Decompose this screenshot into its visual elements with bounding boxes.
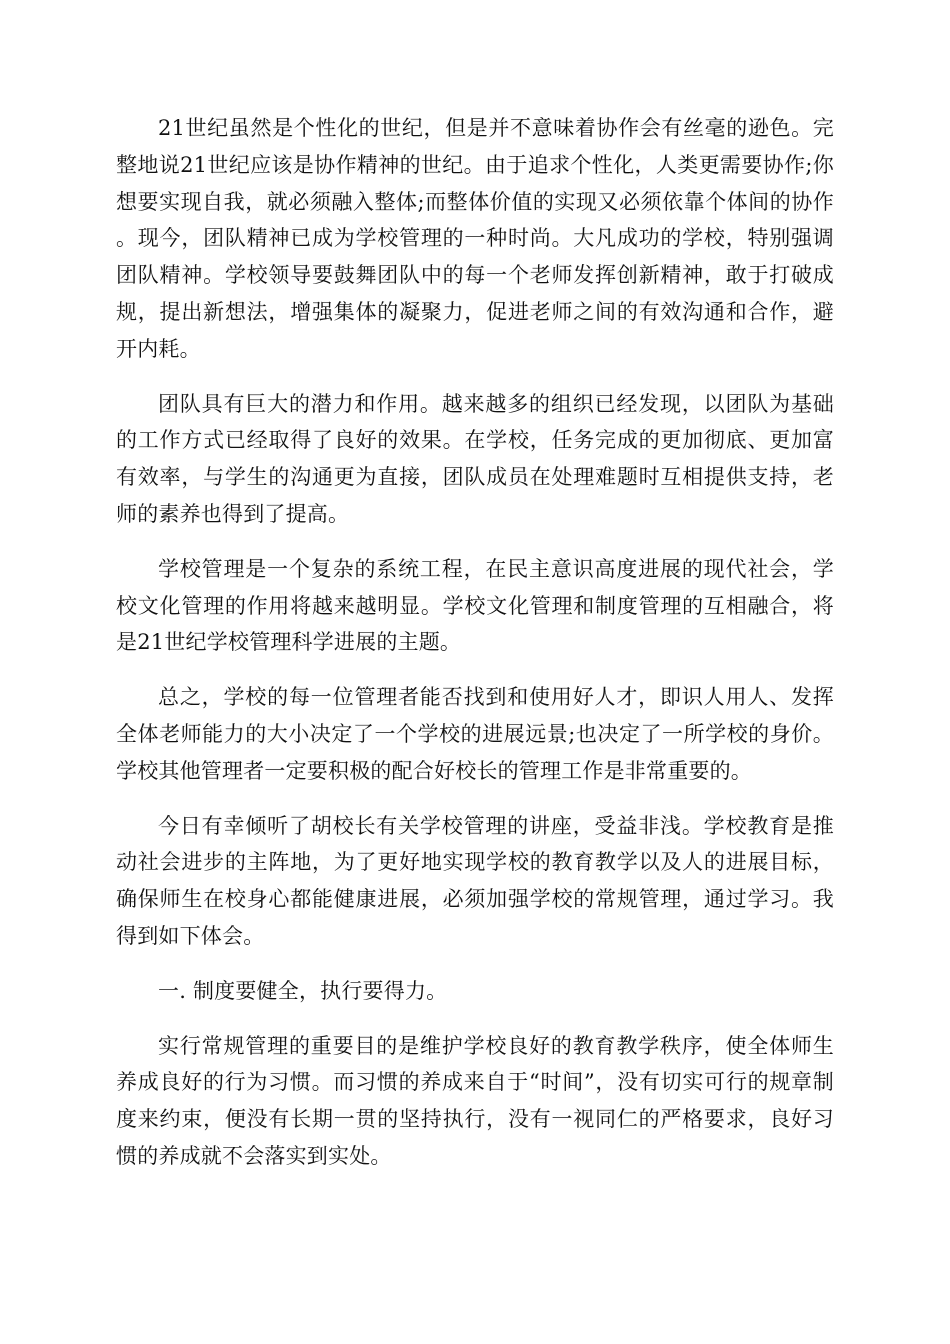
paragraph-1: 21世纪虽然是个性化的世纪，但是并不意味着协作会有丝毫的逊色。完整地说21世纪应该是协作精神的世纪。由于追求个性化，人类更需要协作;你想要实现自我，就必须融入整体;而整体价值的实现又必须依靠个体间的协作。现今，团队精神已成为学校管理的一种时尚。大凡成功的学校，特别强调团队精神。学校领导要鼓舞团队中的每一个老师发挥创新精神，敢于打破成规，提出新想法，增强集体的凝聚力，促进老师之间的有效沟通和合作，避开内耗。 [116,116,834,361]
paragraph-3: 学校管理是一个复杂的系统工程，在民主意识高度进展的现代社会，学校文化管理的作用将越来越明显。学校文化管理和制度管理的互相融合，将是21世纪学校管理科学进展的主题。 [116,556,834,655]
paragraph-5: 今日有幸倾听了胡校长有关学校管理的讲座，受益非浅。学校教育是推动社会进步的主阵地，为了更好地实现学校的教育教学以及人的进展目标，确保师生在校身心都能健康进展，必须加强学校的常规管理，通过学习。我得到如下体会。 [116,813,834,948]
paragraph-4: 总之，学校的每一位管理者能否找到和使用好人才，即识人用人、发挥全体老师能力的大小决定了一个学校的进展远景;也决定了一所学校的身价。学校其他管理者一定要积极的配合好校长的管理工作是非常重要的。 [116,685,834,783]
document-page [116,110,834,1175]
paragraph-6: 实行常规管理的重要目的是维护学校良好的教育教学秩序，使全体师生养成良好的行为习惯。而习惯的养成来自于“时间”，没有切实可行的规章制度来约束，便没有长期一贯的坚持执行，没有一视同仁的严格要求，良好习惯的养成就不会落实到实处。 [116,1033,834,1168]
paragraph-2: 团队具有巨大的潜力和作用。越来越多的组织已经发现，以团队为基础的工作方式已经取得了良好的效果。在学校，任务完成的更加彻底、更加富有效率，与学生的沟通更为直接，团队成员在处理难题时互相提供支持，老师的素养也得到了提高。 [116,391,834,526]
section-heading: 一. 制度要健全，执行要得力。 [158,978,448,1003]
